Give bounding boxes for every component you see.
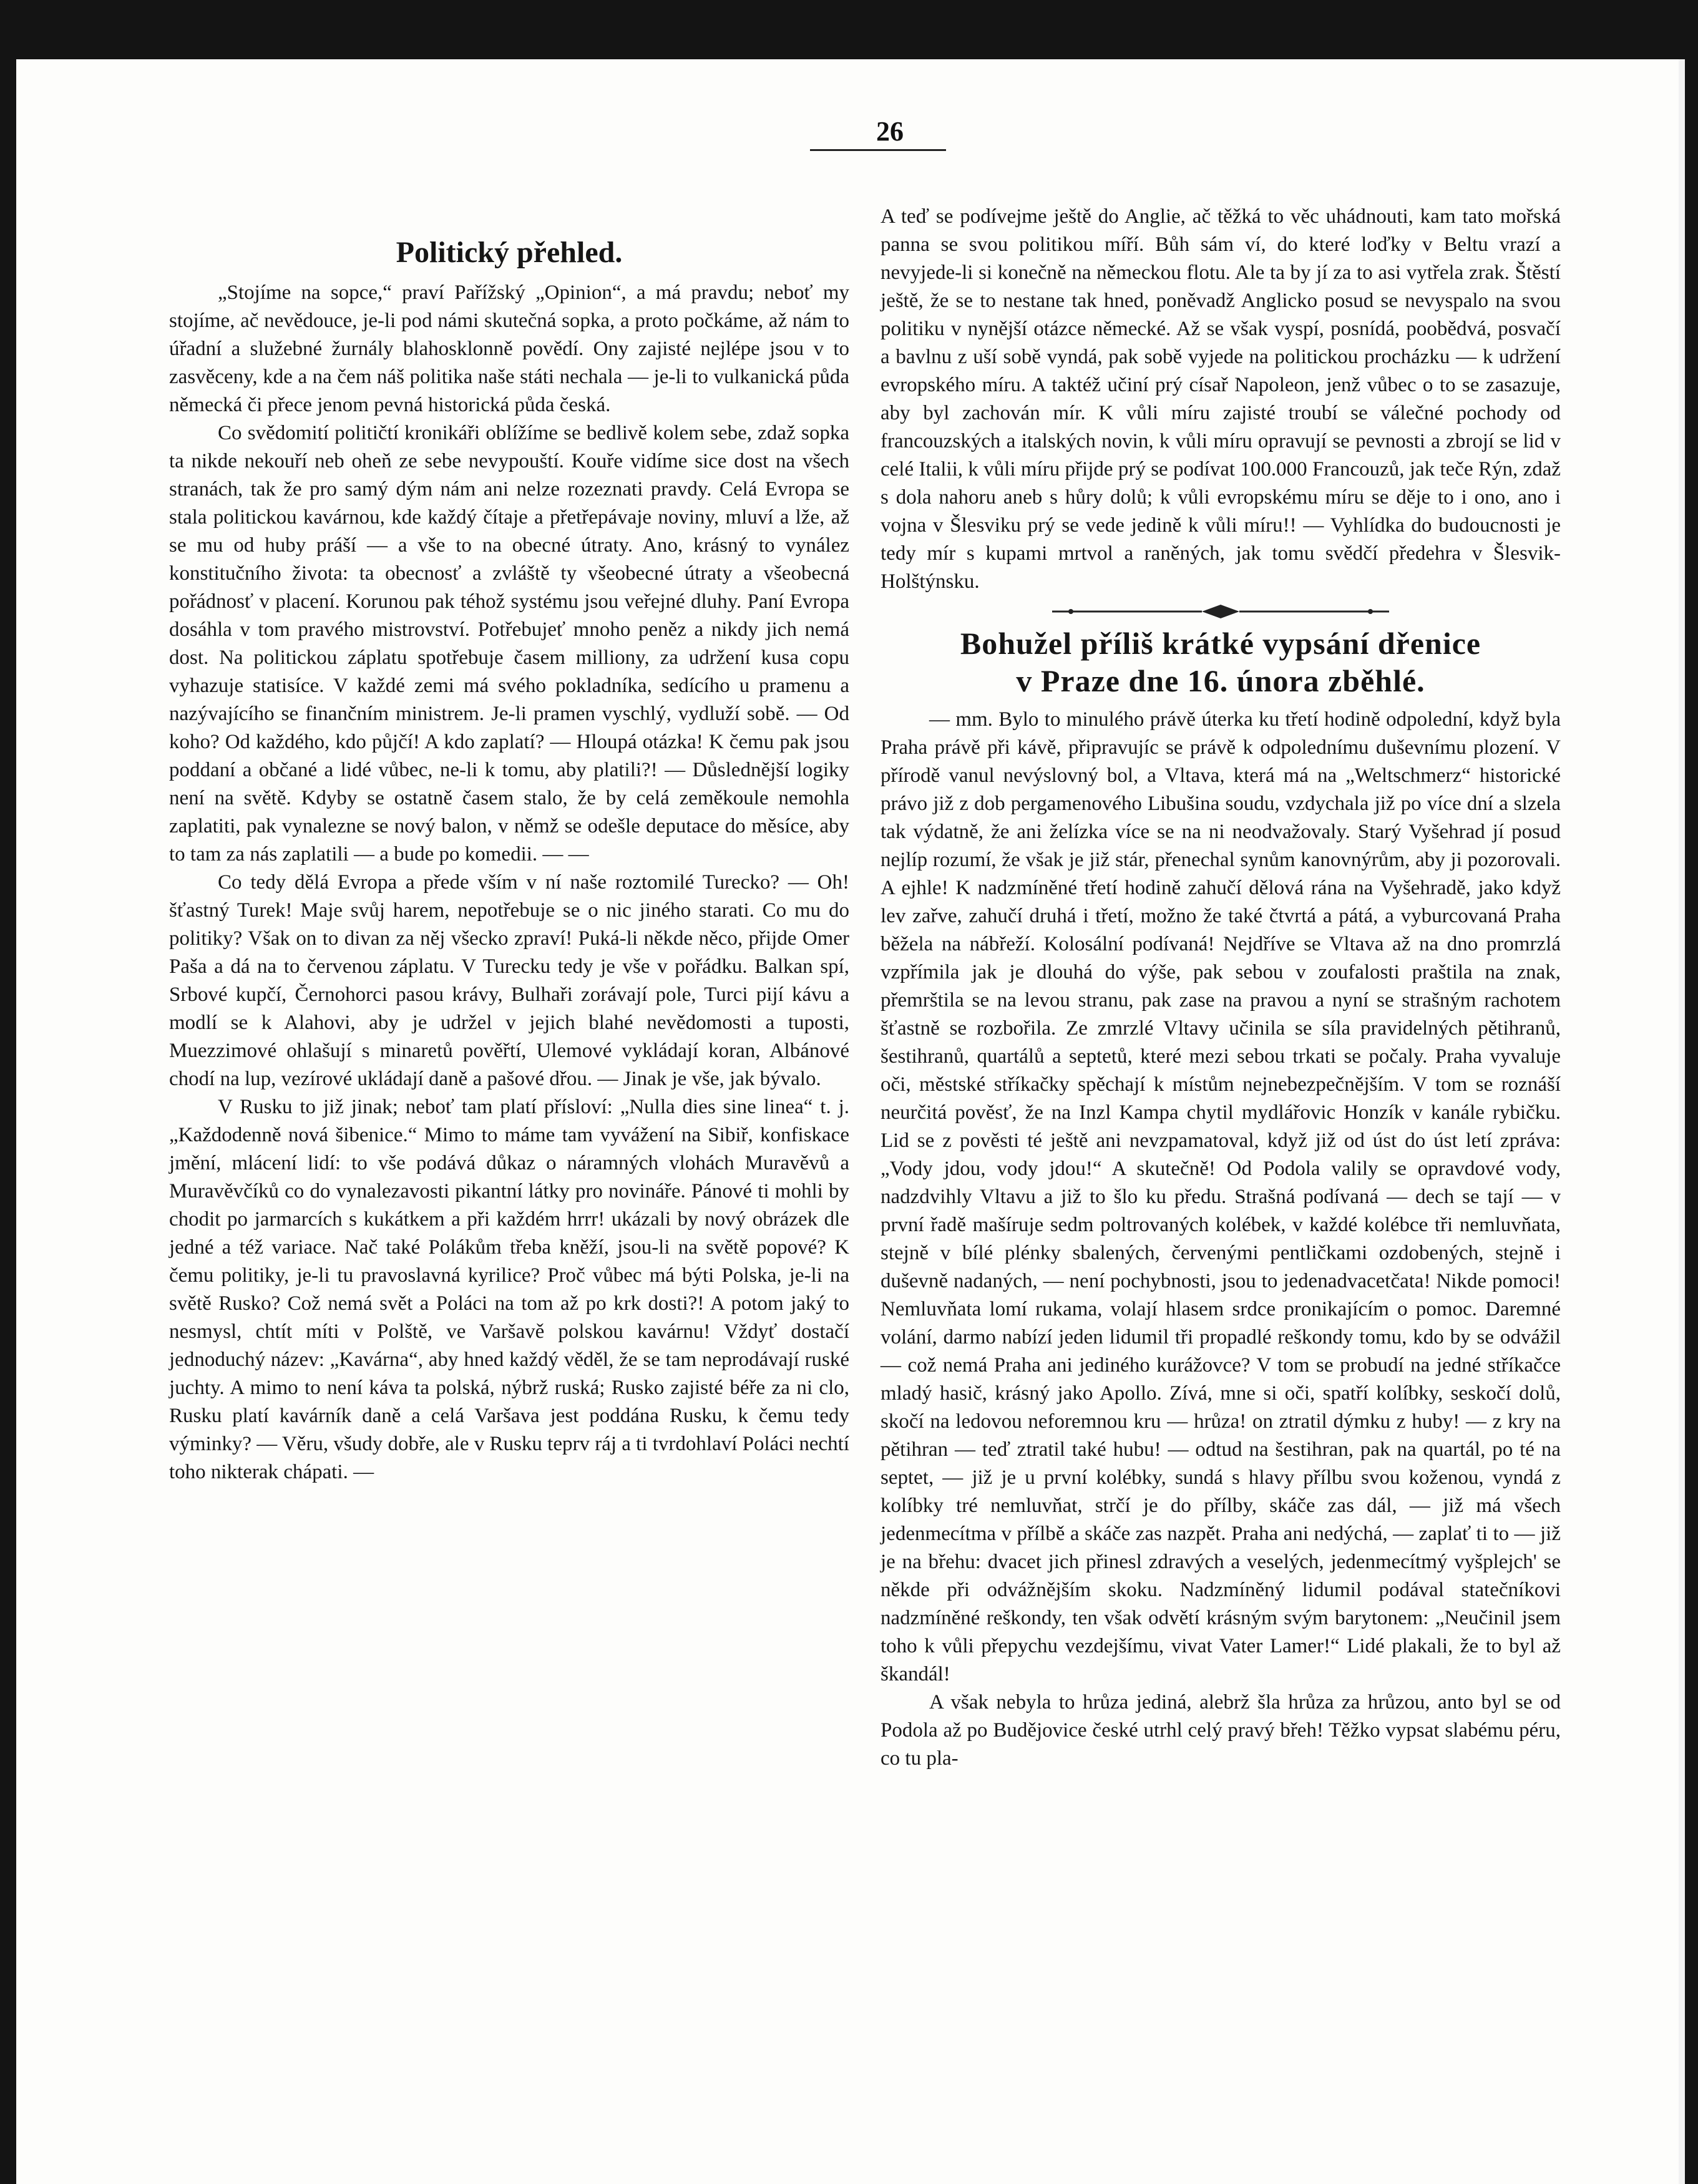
scan-border-left bbox=[0, 0, 16, 2184]
section-subtitle-date: v Praze dne 16. února zběhlé. bbox=[1016, 663, 1425, 698]
page-number: 26 bbox=[876, 116, 904, 147]
article-paragraph: A však nebyla to hrůza jediná, alebrž šla hrůza za hrůzou, anto byl se od Podola až po Budějovice české utrhl celý pravý břeh! Těžko vypsat slabému péru, co tu pla- bbox=[881, 1691, 1561, 1770]
ornamental-divider bbox=[1046, 602, 1395, 621]
article-paragraph: — mm. Bylo to minulého právě úterka ku třetí hodině odpolední, když byla Praha právě při kávě, připravujíc se právě k odpolednímu duševnímu plození. V přírodě vanul nevýslovný bol, a Vltava, která má na „Weltschmerz“ historické právo již z dob pergamenového Libušina soudu, vzdychala již po více dní a slzela tak výdatně, že ani želízka více se na ni neodvažovaly. Starý Vyšehrad jí posud nejlíp rozumí, že však je již stár, přenechal synům kanovnýrům, aby ji pozorovali. A ejhle! K nadzmíněné třetí hodině zahučí dělová rána na Vyšehradě, jako když lev zařve, zahučí druhá i třetí, možno že také čtvrtá a pátá, a vyburcovaná Praha běžela na nábřeží. Kolosální podívaná! Nejdříve se Vltava až na dno promrzlá vzpřímila jak je dlouhá do výše, pak sebou v zoufalosti praštila na znak, přemrštila se na levou stranu, pak zase na pravou a nyní se strašným rachotem šťastně se rozbořila. Ze zmrzlé Vltavy učinila se síla pravidelných pětihranů, šestihranů, quartálů a septetů, které mezi sebou trkati se počaly. Praha vyvaluje oči, městské stříkačky spěchají k místům nejnebezpečnějším. V tom se roznáší neurčitá pověsť, že na Inzl Kampa chytil mydlářovic Honzík v kanále rybičku. Lid se z pověsti té ještě ani nevzpamatoval, když již od úst do úst letí zpráva: „Vody jdou, vody jdou!“ A skutečně! Od Podola valily se opravdové vody, nadzdvihly Vltavu a již to šlo ku předu. Strašná podívaná — dech se tají — v první řadě mašíruje sedm poltrovaných kolébek, v každé kolébce tři nemluvňata, stejně v bílé plénky sbalených, červenými pentličkami ozdobených, stejně i duševně nadaných, — není pochybnosti, jsou to jedenadvacetčata! Nikde pomoci! Nemluvňata lomí rukama, volají hlasem srdce pronikajícím o pomoc. Daremné volání, darmo nabízí jeden lidumil tři propadlé reškondy tomu, kdo by se odvážil — což nemá Praha ani jediného kurážovce? V tom se probudí na jedné stříkačce mladý hasič, krásný jako Apollo. Zívá, mne si oči, spatří kolíbky, seskočí dolů, skočí na ledovou neforemnou kru — hrůza! on ztratil dýmku z huby! — z kry na pětihran — teď ztratil také hubu! — odtud na šestihran, pak na quartál, po té na septet, — již je u první kolébky, sundá s hlavy přílbu svou koženou, vyndá z kolíbky tré nemluvňat, strčí je do přílby, skáče zas dál, — již má všech jedenmecítma v přílbě a skáče zas nazpět. Praha ani nedýchá, — zaplať ti to — již je na břehu: dvacet jich přinesl zdravých a veselých, jedenmecítmý vyšplejch' se někde při odvážnějším skoku. Nadzmíněný lidumil podával statečníkovi nadzmíněné reškondy, ten však odvětí krásným svým barytonem: „Neučinil jsem toho k vůli přepychu vezdejšímu, vivat Vater Lamer!“ Lidé plakali, že to byl až škandál! bbox=[881, 708, 1561, 1685]
article-paragraph: Co tedy dělá Evropa a přede vším v ní naše roztomilé Turecko? — Oh! šťastný Turek! Maje svůj harem, nepotřebuje se o nic jiného starati. Co mu do politiky? Však on to divan za něj všecko zpraví! Puká-li někde něco, přijde Omer Paša a dá na to červenou záplatu. V Turecku tedy je vše v pořádku. Balkan spí, Srbové kupčí, Černohorci pasou krávy, Bulhaři zorávají pole, Turci pijí kávu a modlí se k Alahovi, aby je udržel v jejich blahé nevědomosti a tuposti, Muezzimové ohlašují s minaretů pověřtí, Ulemové vykládají koran, Albánové chodí na lup, vezírové ukládají daně a pašové dřou. — Jinak je vše, jak bývalo. bbox=[169, 871, 849, 1090]
article-paragraph: V Rusku to již jinak; neboť tam platí přísloví: „Nulla dies sine linea“ t. j. „Každodenně nová šibenice.“ Mimo to máme tam vyvážení na Sibiř, konfiskace jmění, mlácení lidí: to vše podává důkaz o náramných vlohách Muravěvů a Muravěvčíků co do vynalezavosti pikantní látky pro novináře. Pánové ti mohli by chodit po jarmarcích s kukátkem a při každém hrrr! ukázali by nový obrázek dle jedné a též variace. Nač také Polákům třeba kněží, jsou-li na světě popové? K čemu politiky, je-li tu pravoslavná kyrilice? Proč vůbec má býti Polska, je-li na světě Rusko? Což nemá svět a Poláci na tom až po krk dosti?! A potom jaký to nesmysl, chtít míti v Polště, ve Varšavě polskou kavárnu! Vždyť dostačí jednoduchý název: „Kavárna“, aby hned každý věděl, že se tam neprodávají ruské juchty. A mimo to není káva ta polská, nýbrž ruská; Rusko zajisté béře za ni clo, Rusku platí kavárník daně a celá Varšava jest poddána Rusku, k čemu tedy výminky? — Věru, všudy dobře, ale v Rusku teprv ráj a ti tvrdohlaví Poláci nechtí toho nikterak chápati. — bbox=[169, 1096, 849, 1483]
article-paragraph: Co svědomití političtí kronikáři oblížíme se bedlivě kolem sebe, zdaž sopka ta nikde nekouří neb oheň ze sebe nevypouští. Kouře vidíme sice dost na všech stranách, tak že pro samý dým nám ani nelze rozeznati pravdy. Celá Evropa se stala politickou kavárnou, kde každý čítaje a přetřepávaje noviny, mluví a lže, až se mu od huby práší — a vše to na obecné útraty. Ano, krásný to vynález konstitučního života: ta obecnosť a zvláště ty všeobecné útraty a všeobecná pořádnosť v placení. Korunou pak téhož systému jsou veřejné dluhy. Paní Evropa dosáhla v tom pravého mistrovství. Potřebujeť mnoho peněz a nikdy jich nemá dost. Na politickou záplatu spotřebuje časem milliony, za udržení kusa copu vyhazuje statisíce. V každé zemi má svého pokladníka, sedícího u pramenu a nazývajícího se finančním ministrem. Je-li pramen vyschlý, vydluží sobě. — Od koho? Od každého, kdo půjčí! A kdo zaplatí? — Hloupá otázka! K čemu pak jsou poddaní a občané a lidé vůbec, ne-li k tomu, aby platili?! — Důslednější logiky není na světě. Kdyby se ostatně časem stalo, že by celá zeměkoule nemohla zaplatiti, pak vynalezne se nový balon, v němž se odešle deputace do měsíce, aby to tam za nás zaplatili — a bude po komedii. — — bbox=[169, 422, 849, 865]
right-column bbox=[881, 203, 1561, 1773]
scan-border-right bbox=[1685, 0, 1698, 2184]
section-title-political-review: Politický přehled. bbox=[396, 236, 623, 269]
left-column bbox=[169, 203, 849, 1486]
section-title-ice-flood: Bohužel příliš krátké vypsání dřenice bbox=[960, 626, 1481, 661]
article-paragraph: „Stojíme na sopce,“ praví Pařížský „Opinion“, a má pravdu; neboť my stojíme, ač nevědouce, je-li pod námi skutečná sopka, a proto počkáme, až nám to úřadní a služebné žurnály blahosklonně povědí. Ony zajisté nejlépe jsou v to zasvěceny, kde a na čem náš politika naše státi nechala — je-li to vulkanická půda německá či přece jenom pevná historická půda česká. bbox=[169, 281, 849, 416]
scan-border-top bbox=[0, 0, 1698, 59]
scan-border-right-inner bbox=[1679, 59, 1685, 2184]
newspaper-page bbox=[16, 59, 1679, 2184]
article-paragraph-continued: A teď se podívejme ještě do Anglie, ač těžká to věc uhádnouti, kam tato mořská panna se svou politikou míří. Bůh sám ví, do které loďky v Beltu vrazí a nevyjede-li si konečně na německou flotu. Ale ta by jí za to asi vytřela zrak. Štěstí ještě, že se to nestane tak hned, poněvadž Anglicko posud se nevyspalo na svou politiku v nynější otázce německé. Až se však vyspí, posnídá, poobědvá, posvačí a bavlnu z uší sobě vyndá, pak sobě vyjede na politickou procházku — k udržení evropského míru. A taktéž učiní prý císař Napoleon, jenž vůbec o to se zasazuje, aby byl zachován mír. K vůli míru zajisté troubí se válečné pochody od francouzských a italských novin, k vůli míru opravují se pevnosti a zbrojí se lid v celé Italii, k vůli míru přijde prý se podívat 100.000 Francouzů, jak teče Rýn, zdaž s dola nahoru aneb s hůry dolů; k vůli evropskému míru se děje to i ono, ano i vojna v Šlesviku prý se vede jedině k vůli míru!! — Vyhlídka do budoucnosti je tedy mír s kupami mrtvol a raněných, jak tomu svědčí předehra v Šlesvik-Holštýnsku. bbox=[881, 205, 1561, 593]
page-number-rule bbox=[810, 149, 946, 151]
